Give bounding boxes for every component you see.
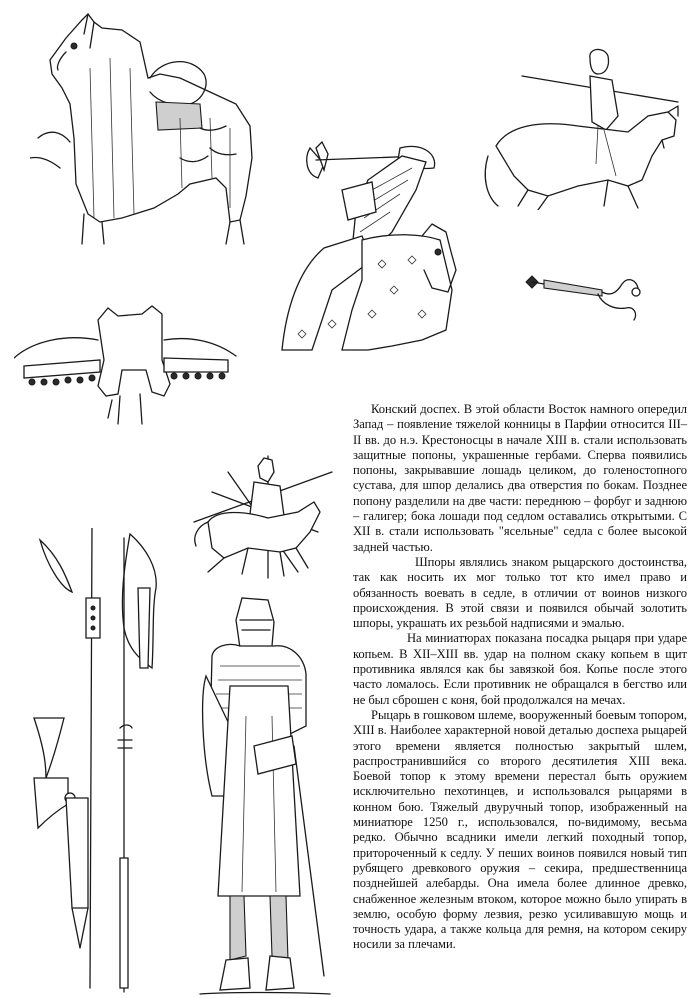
paragraph-spurs: Шпоры являлись знаком рыцарского достоинства, так как носить их мог только тот кто имел право и обязанность воевать в седле, в отличии от воинов низкого происхождения. В этой связи и появился обычай золотить шпоры, украшать их резьбой надписями и эмалью. [353, 554, 687, 631]
great-helm-knight-illustration [190, 596, 336, 996]
barded-horse-illustration [30, 8, 270, 246]
polearm-illustration [28, 528, 194, 996]
article-text [353, 402, 687, 953]
saddle-illustration [14, 300, 246, 426]
lance-rider-illustration [478, 46, 692, 210]
axe-knight-illustration [272, 140, 462, 352]
tilting-horseman-illustration [188, 452, 338, 582]
paragraph-lance-charge: На миниатюрах показана посадка рыцаря при ударе копьем. В XII–XIII вв. удар на полном скаку копьем в щит противника являлся как бы завязкой боя. Копье после этого часто ломалось. Если противник не обращался в бегство или не был сброшен с коня, бой продолжался на мечах. [353, 631, 687, 707]
paragraph-great-helm-knight: Рыцарь в гошковом шлеме, вооруженный боевым топором, XIII в. Наиболее характерной новой деталью доспеха рыцарей этого времени является полностью закрытый шлем, распространившийся со второго десятилетия XIII века. Боевой топор к этому времени перестал быть оружием исключительно пехотинцев, и использовался рыцарями в конном бою. Тяжелый двуручный топор, изображенный на миниатюре 1250 г., использовался, по-видимому, весьма редко. Обычно всадники имели легкий походный топор, притороченный к седлу. У пеших воинов появился новый тип рубящего древкового оружия – секира, предшественница позднейшей алебарды. Она имела более длинное древко, снабженное железным втоком, которое можно было упирать в землю, особую форму лезвия, резко усиливавшую мощь и точность удара, а также кольца для ремня, на котором секиру носили за плечами. [353, 707, 687, 952]
spur-illustration [518, 258, 648, 326]
paragraph-horse-armor: Конский доспех. В этой области Восток намного опередил Запад – появление тяжелой конницы в Парфии относится III–II вв. до н.э. Крестоносцы в начале XIII в. стали использовать защитные попоны, украшенные гербами. Сперва появились попоны, закрывавшие лошадь целиком, до голеностопного сустава, для шпор делались два отверстия по бокам. Позднее попону разделили на две части: переднюю – форбуг и заднюю – галигер; бока лошади под седлом оставались открытыми. С XII в. стали использовать "ясельные" седла с более высокой задней частью. [353, 402, 687, 554]
